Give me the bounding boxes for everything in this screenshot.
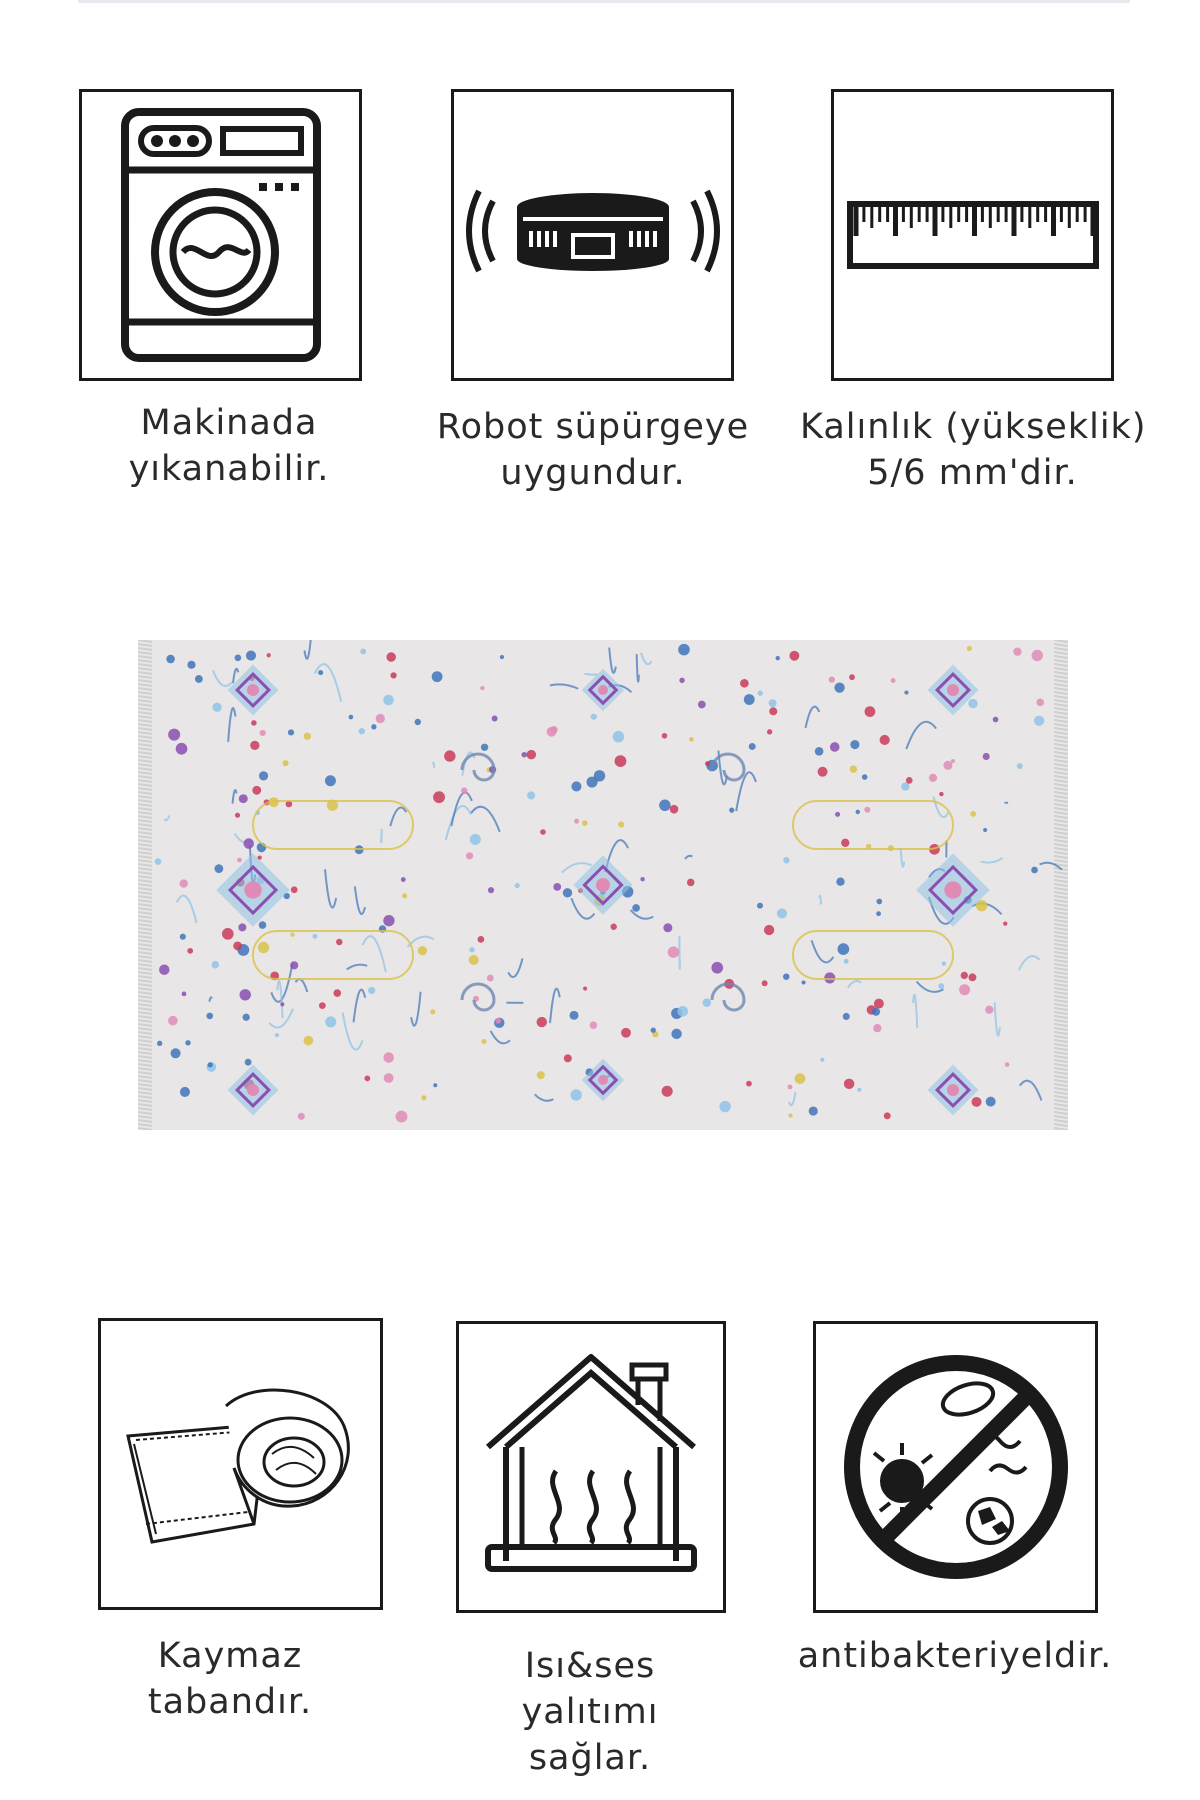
feature-caption: [90, 1633, 370, 1725]
caption-line: Kaymaz: [157, 1636, 303, 1676]
no-bacteria-icon: [813, 1321, 1098, 1613]
feature-caption: [432, 404, 754, 496]
caption-line: Robot süpürgeye: [436, 407, 750, 447]
rolled-rug-icon: [98, 1318, 383, 1610]
caption-line: tabandır.: [147, 1682, 313, 1722]
caption-line: yalıtımı: [521, 1692, 659, 1732]
caption-line: 5/6 mm'dir.: [867, 453, 1078, 493]
robot-vacuum-icon: [451, 89, 734, 381]
feature-caption: [450, 1643, 730, 1781]
top-divider: [78, 0, 1130, 3]
caption-line: antibakteriyeldir.: [797, 1636, 1113, 1676]
feature-caption: [79, 400, 379, 492]
caption-line: Kalınlık (yükseklik): [800, 407, 1147, 447]
house-heat-icon: [456, 1321, 726, 1613]
feature-caption: [790, 1633, 1120, 1679]
ruler-icon: [831, 89, 1114, 381]
feature-caption: [800, 404, 1145, 496]
caption-line: uygundur.: [500, 453, 686, 493]
washing-machine-icon: [79, 89, 362, 381]
caption-line: Isı&ses: [524, 1646, 656, 1686]
patterned-rug-image: [138, 640, 1068, 1130]
caption-line: Makinada: [140, 403, 318, 443]
caption-line: sağlar.: [528, 1738, 652, 1778]
caption-line: yıkanabilir.: [128, 449, 330, 489]
